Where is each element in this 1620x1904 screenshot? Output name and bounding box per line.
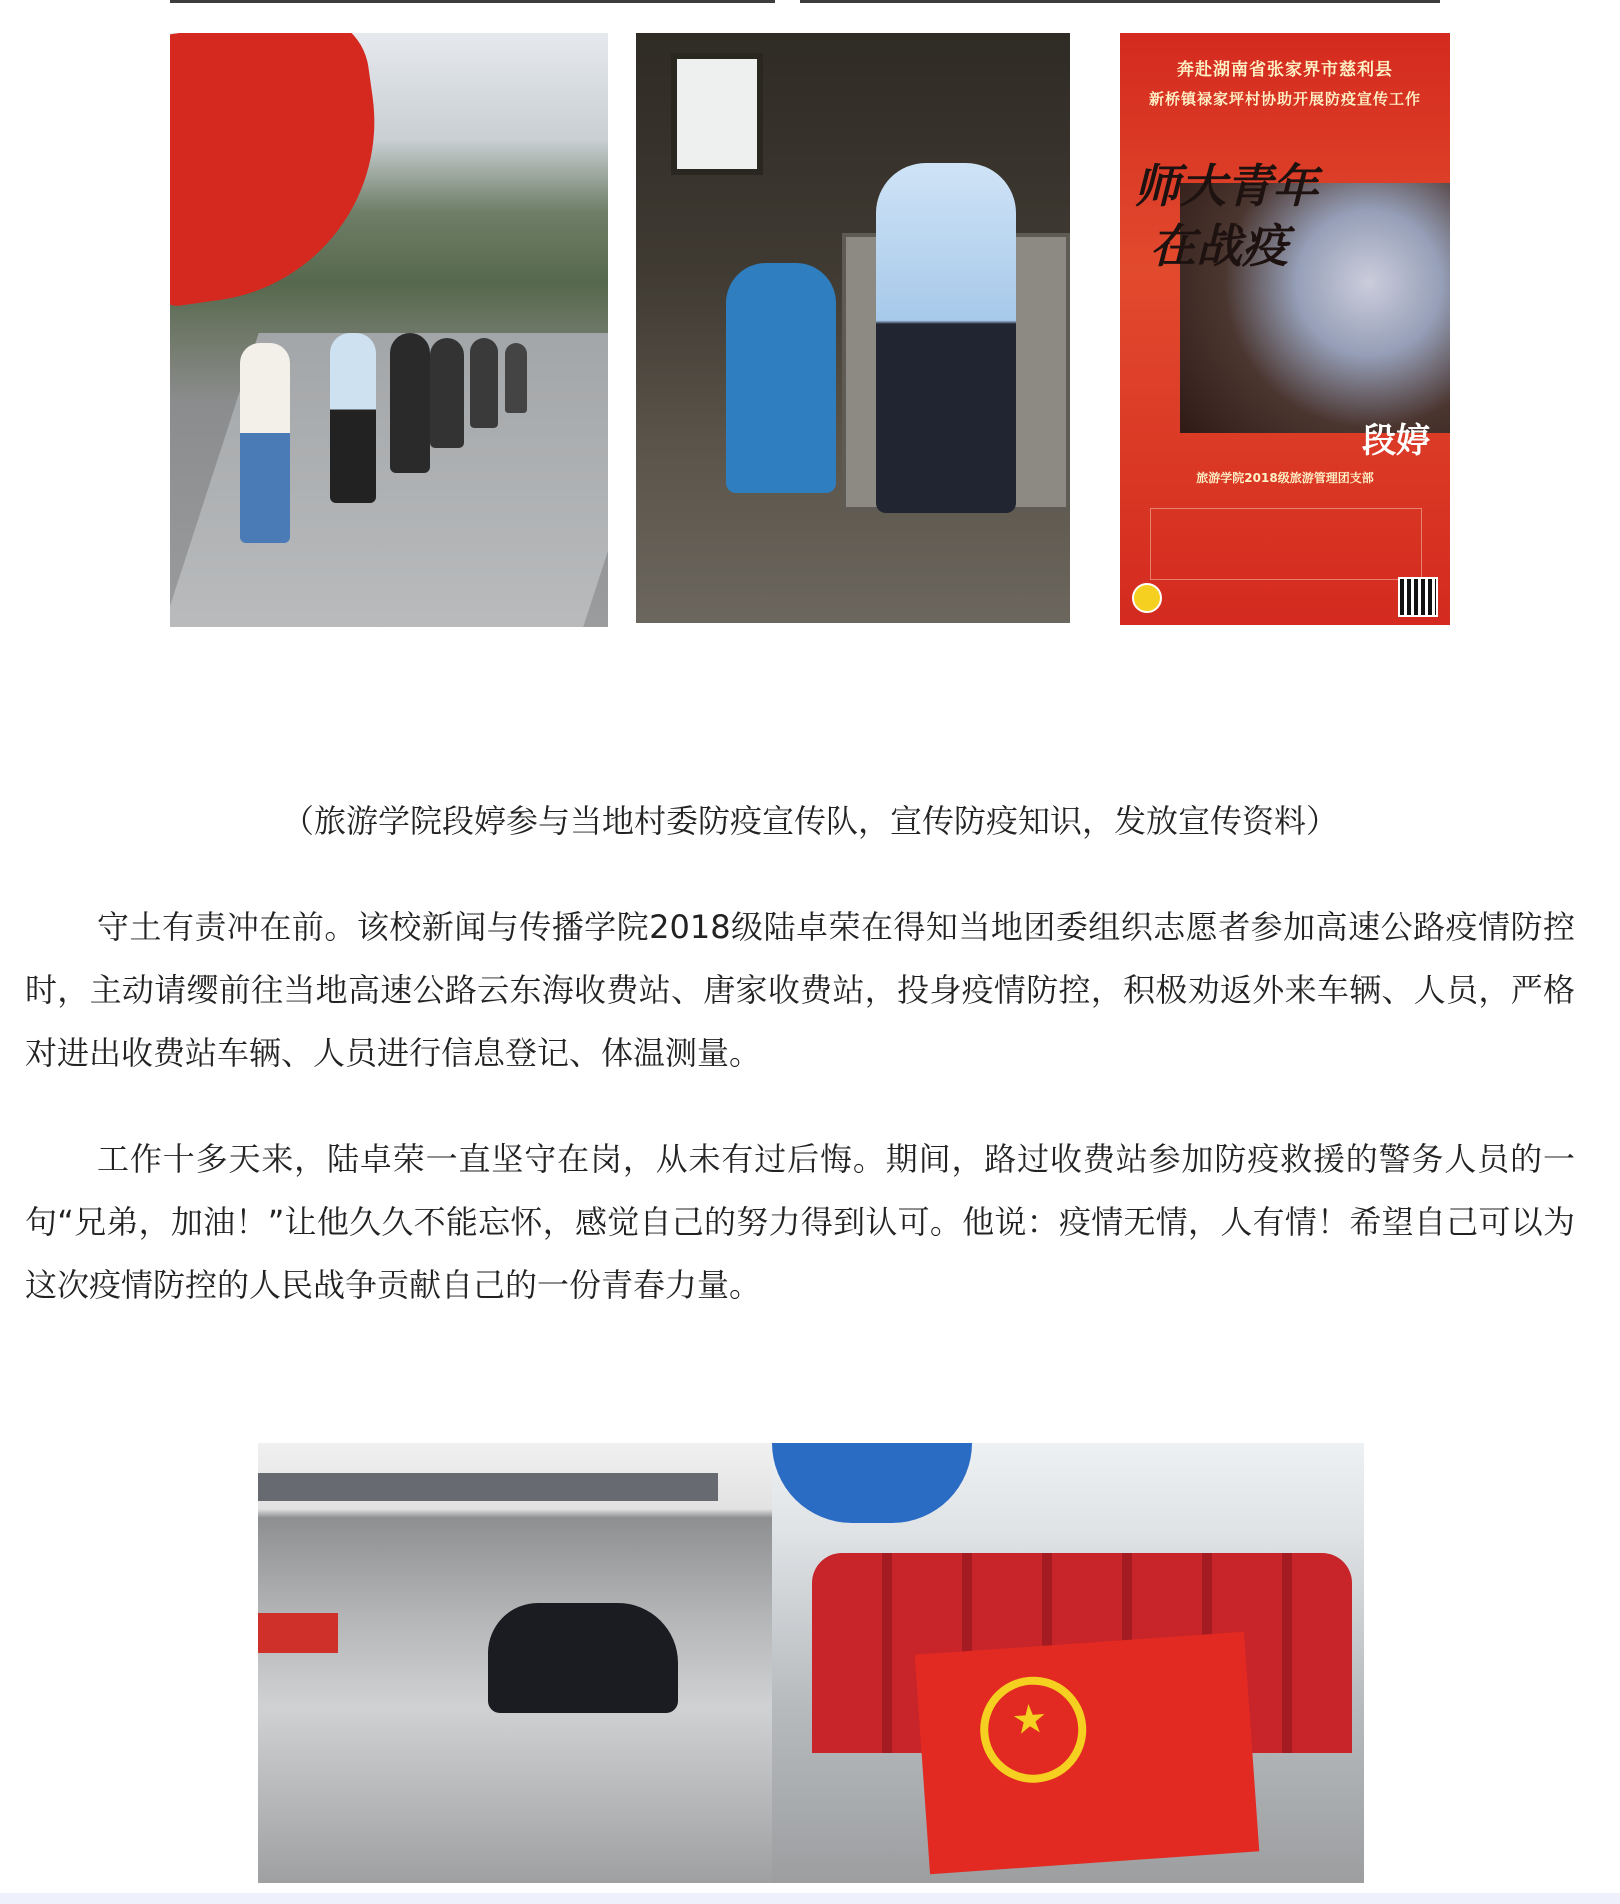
poster-unit: 旅游学院2018级旅游管理团支部 xyxy=(1196,471,1374,485)
photo-volunteer-group xyxy=(772,1443,1364,1883)
car xyxy=(488,1603,678,1713)
top-image-edge xyxy=(0,0,1620,6)
article-paragraph: 守土有责冲在前。该校新闻与传播学院2018级陆卓荣在得知当地团委组织志愿者参加高速公路疫情防控时，主动请缨前往当地高速公路云东海收费站、唐家收费站，投身疫情防控，积极劝返外来车辆、人员，严格对进出收费站车辆、人员进行信息登记、体温测量。 xyxy=(25,908,1575,1072)
youth-league-emblem-icon xyxy=(1132,583,1162,613)
umbrella xyxy=(772,1443,972,1523)
walker xyxy=(470,338,498,428)
window xyxy=(671,53,763,175)
photo-volunteer-visit xyxy=(636,33,1070,623)
article-paragraph: 工作十多天来，陆卓荣一直坚守在岗，从未有过后悔。期间，路过收费站参加防疫救援的警务人员的一句“兄弟，加油！”让他久久不能忘怀，感觉自己的努力得到认可。他说：疫情无情，人有情！希望自己可以为这次疫情防控的人民战争贡献自己的一份青春力量。 xyxy=(25,1140,1575,1304)
previous-photo-edge-right xyxy=(800,0,1440,3)
campus-gate-sketch xyxy=(1150,508,1422,580)
walker xyxy=(430,338,464,448)
poster-header xyxy=(1120,55,1450,109)
flag-emblem-icon xyxy=(977,1673,1090,1786)
walker xyxy=(390,333,430,473)
poster-header-line1: 奔赴湖南省张家界市慈利县 xyxy=(1177,60,1393,79)
walker xyxy=(505,343,527,413)
walker xyxy=(330,333,376,503)
walker xyxy=(240,343,290,543)
photo-propaganda-team-walk xyxy=(170,33,608,627)
volunteer xyxy=(876,163,1016,513)
traffic-barrier xyxy=(258,1613,338,1653)
red-flag xyxy=(170,33,398,308)
poster-person-name: 段婷 xyxy=(1362,422,1430,460)
villager xyxy=(726,263,836,493)
poster-slogan-line2: 在战疫 xyxy=(1150,219,1288,273)
youth-league-flag xyxy=(915,1632,1260,1874)
poster-header-line2: 新桥镇禄家坪村协助开展防疫宣传工作 xyxy=(1148,91,1421,108)
road xyxy=(170,333,608,627)
page-bottom-strip xyxy=(0,1893,1620,1904)
poster-slogan-line1: 师大青年 xyxy=(1134,159,1318,213)
photo-toll-station xyxy=(258,1443,772,1883)
photo-campaign-poster xyxy=(1120,33,1450,625)
photo-caption: （旅游学院段婷参与当地村委防疫宣传队，宣传防疫知识，发放宣传资料） xyxy=(281,802,1338,840)
toll-canopy xyxy=(258,1473,718,1501)
previous-photo-edge-left xyxy=(170,0,775,3)
qr-code-icon xyxy=(1398,577,1438,617)
